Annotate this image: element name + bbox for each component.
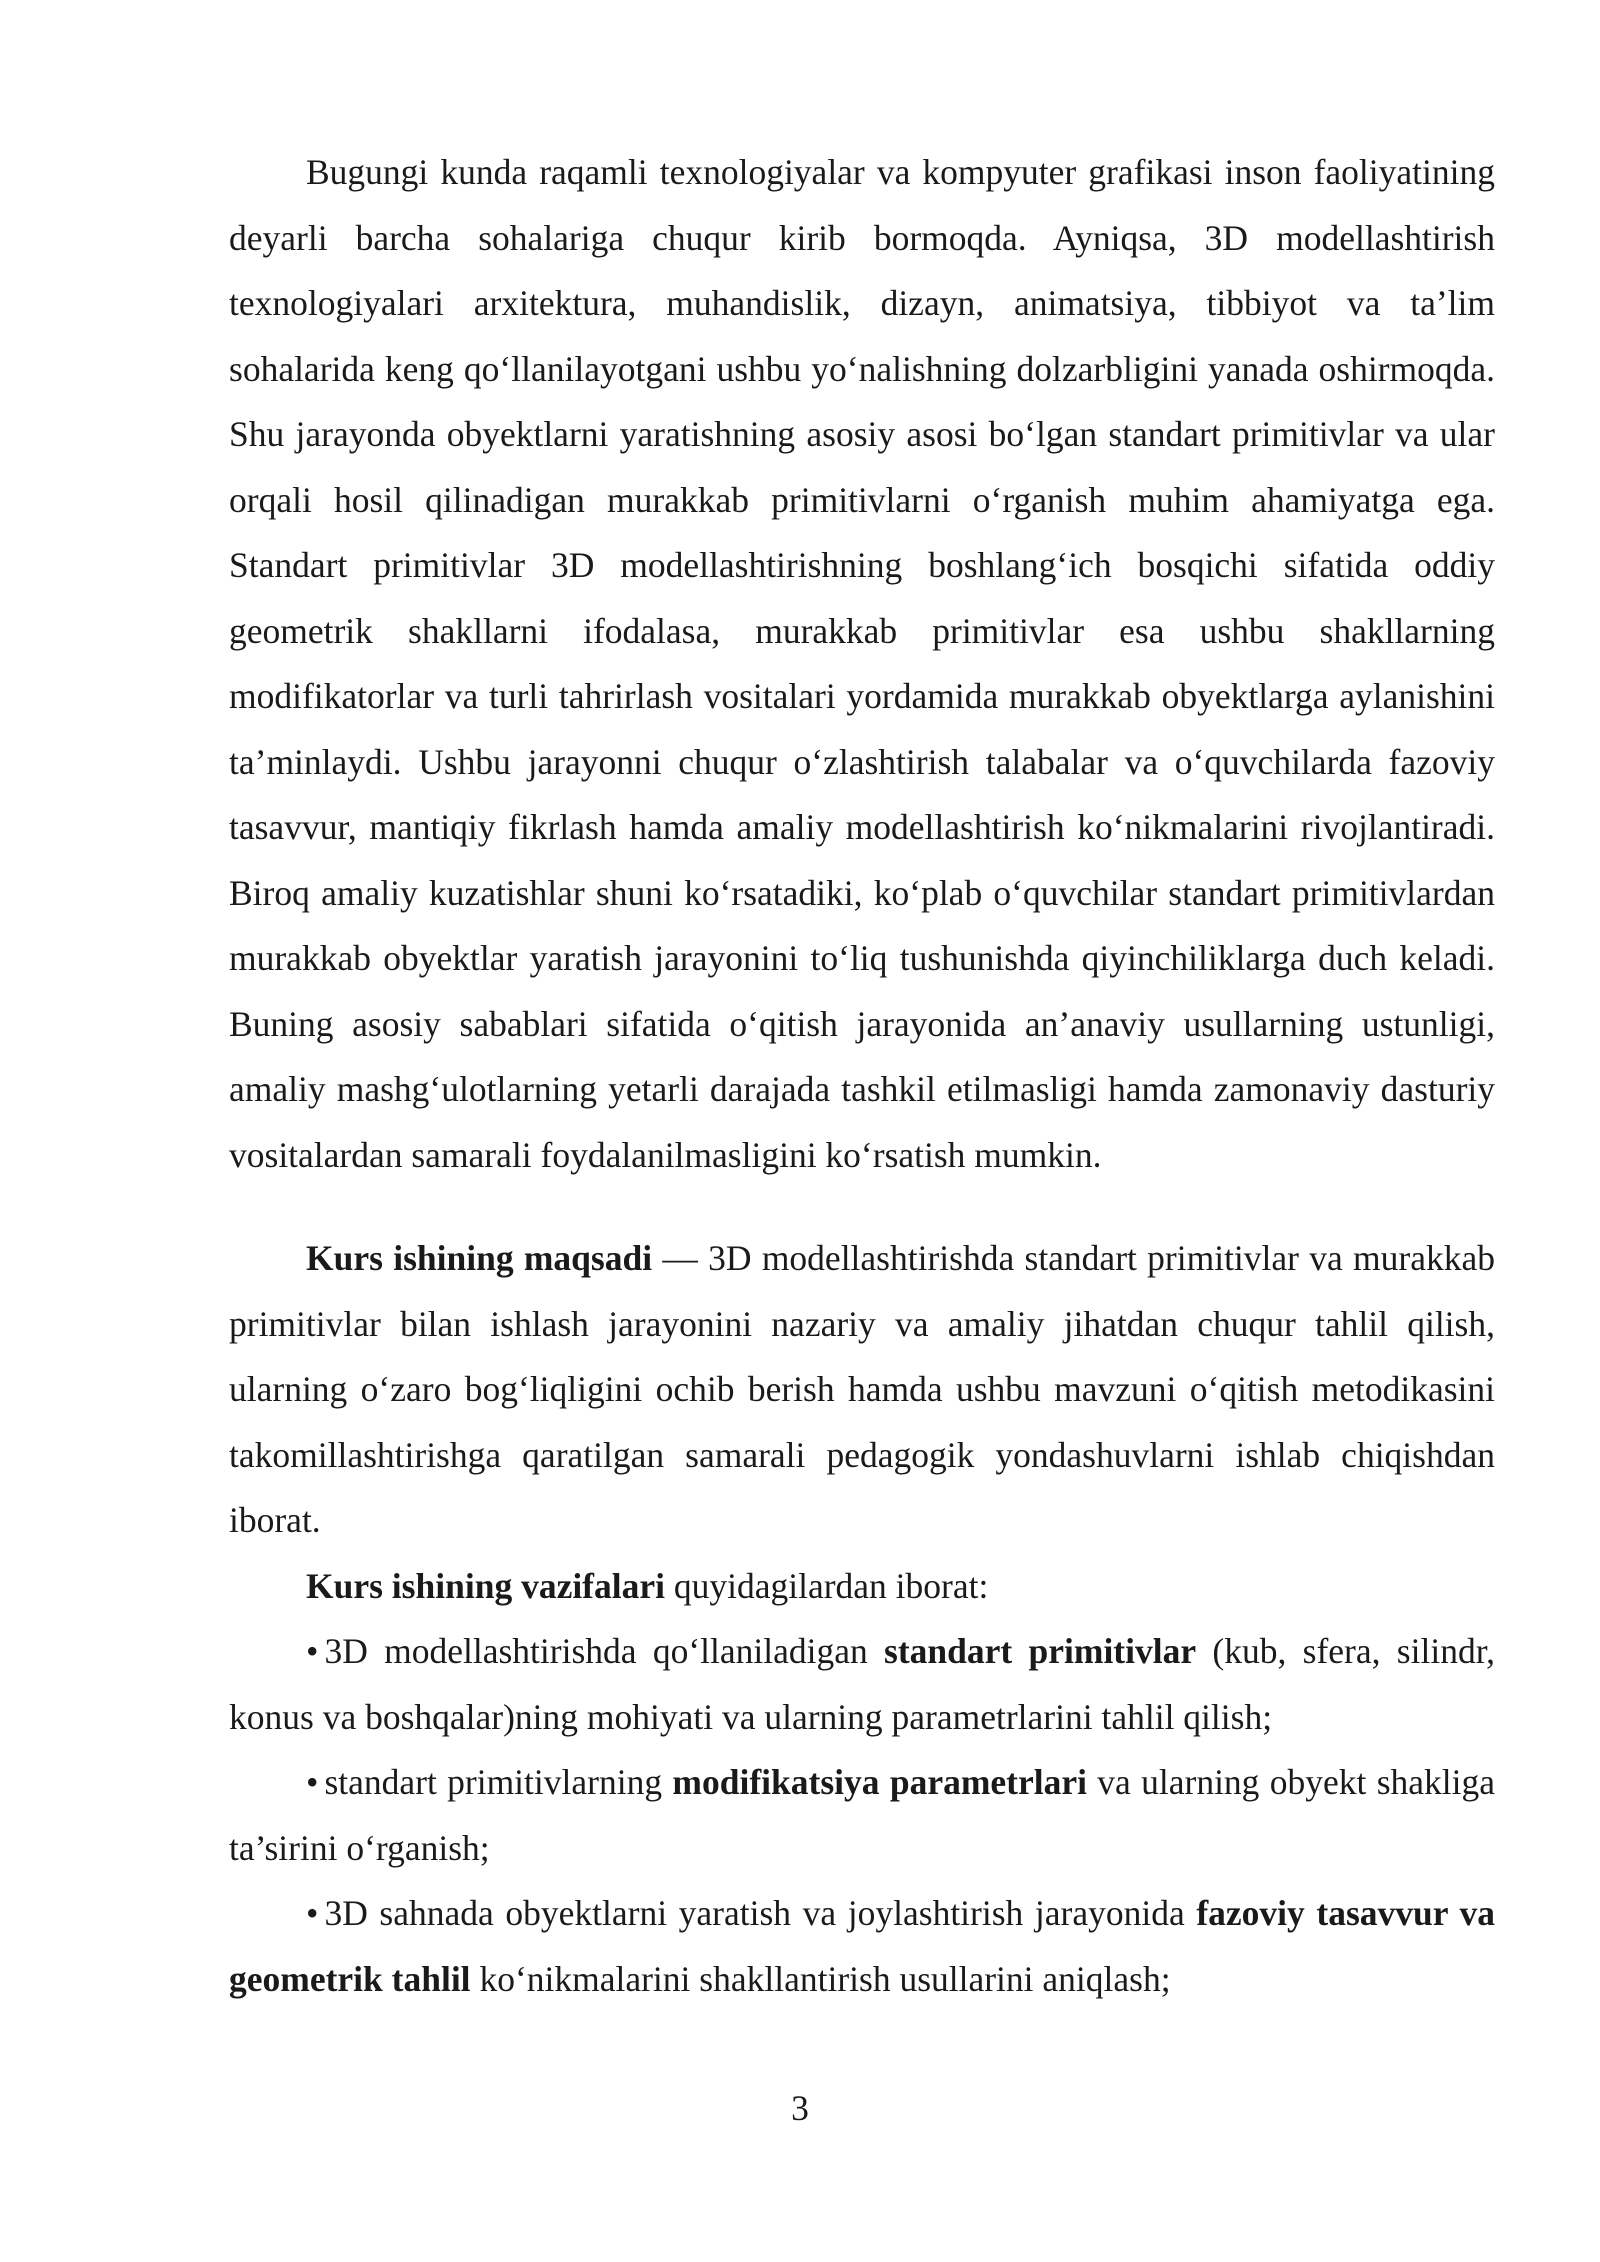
goal-paragraph <box>229 1226 1495 1554</box>
intro-paragraph: Bugungi kunda raqamli texnologiyalar va kompyuter grafikasi inson faoliyatining deyarli barcha sohalariga chuqur kirib bormoqda. Ayniqsa, 3D modellashtirish texnologiyalari arxitektura, muhandislik, dizayn, animatsiya, tibbiyot va ta’lim sohalarida keng qo‘llanilayotgani ushbu yo‘nalishning dolzarbligini yanada oshirmoqda. Shu jarayonda obyektlarni yaratishning asosiy asosi bo‘lgan standart primitivlar va ular orqali hosil qilinadigan murakkab primitivlarni o‘rganish muhim ahamiyatga ega. Standart primitivlar 3D modellashtirishning boshlang‘ich bosqichi sifatida oddiy geometrik shakllarni ifodalasa, murakkab primitivlar esa ushbu shakllarning modifikatorlar va turli tahrirlash vositalari yordamida murakkab obyektlarga aylanishini ta’minlaydi. Ushbu jarayonni chuqur o‘zlashtirish talabalar va o‘quvchilarda fazoviy tasavvur, mantiqiy fikrlash hamda amaliy modellashtirish ko‘nikmalarini rivojlantiradi. Biroq amaliy kuzatishlar shuni ko‘rsatadiki, ko‘plab o‘quvchilar standart primitivlardan murakkab obyektlar yaratish jarayonini to‘liq tushunishda qiyinchiliklarga duch keladi. Buning asosiy sabablari sifatida o‘qitish jarayonida an’anaviy usullarning ustunligi, amaliy mashg‘ulotlarning yetarli darajada tashkil etilmasligi hamda zamonaviy dasturiy vositalardan samarali foydalanilmasligini ko‘rsatish mumkin. <box>229 152 1495 1175</box>
tasks-intro-text: quyidagilardan iborat: <box>665 1565 989 1606</box>
task-text: 3D sahnada obyektlarni yaratish va joylashtirish jarayonida <box>324 1893 1197 1933</box>
task-keyword: fazoviy tasavvur va geometrik tahlil <box>229 1893 1496 1999</box>
tasks-intro-paragraph <box>229 1554 1495 1620</box>
task-text: va ularning obyekt shakliga ta’sirini o‘rganish; <box>229 1762 1495 1868</box>
task-item <box>229 1619 1495 1750</box>
task-text: ko‘nikmalarini shakllantirish usullarini aniqlash; <box>470 1958 1171 1999</box>
bullet-icon: • <box>306 1631 319 1671</box>
task-keyword: standart primitivlar <box>884 1631 1197 1671</box>
goal-text: — 3D modellashtirishda standart primitivlar va murakkab primitivlar bilan ishlash jarayonini nazariy va amaliy jihatdan chuqur tahlil qilish, ularning o‘zaro bog‘liqligini ochib berish hamda ushbu mavzuni o‘qitish metodikasini takomillashtirishga qaratilgan samarali pedagogik yondashuvlarni ishlab chiqishdan iborat. <box>229 1238 1495 1540</box>
task-keyword: modifikatsiya parametrlari <box>672 1762 1087 1802</box>
bullet-icon: • <box>306 1893 319 1933</box>
task-text: (kub, sfera, silindr, konus va boshqalar)ning mohiyati va ularning parametrlarini tahlil qilish; <box>229 1631 1495 1737</box>
task-text: 3D modellashtirishda qo‘llaniladigan <box>324 1631 885 1671</box>
paragraph-gap <box>229 1188 1495 1226</box>
bullet-icon: • <box>306 1762 319 1802</box>
task-item <box>229 1881 1495 2012</box>
goal-heading: Kurs ishining maqsadi <box>306 1238 653 1278</box>
page-number: 3 <box>791 2088 809 2128</box>
task-item <box>229 1750 1495 1881</box>
task-text: standart primitivlarning <box>324 1762 673 1802</box>
document-page <box>229 140 1495 2012</box>
tasks-heading: Kurs ishining vazifalari <box>306 1565 665 1606</box>
